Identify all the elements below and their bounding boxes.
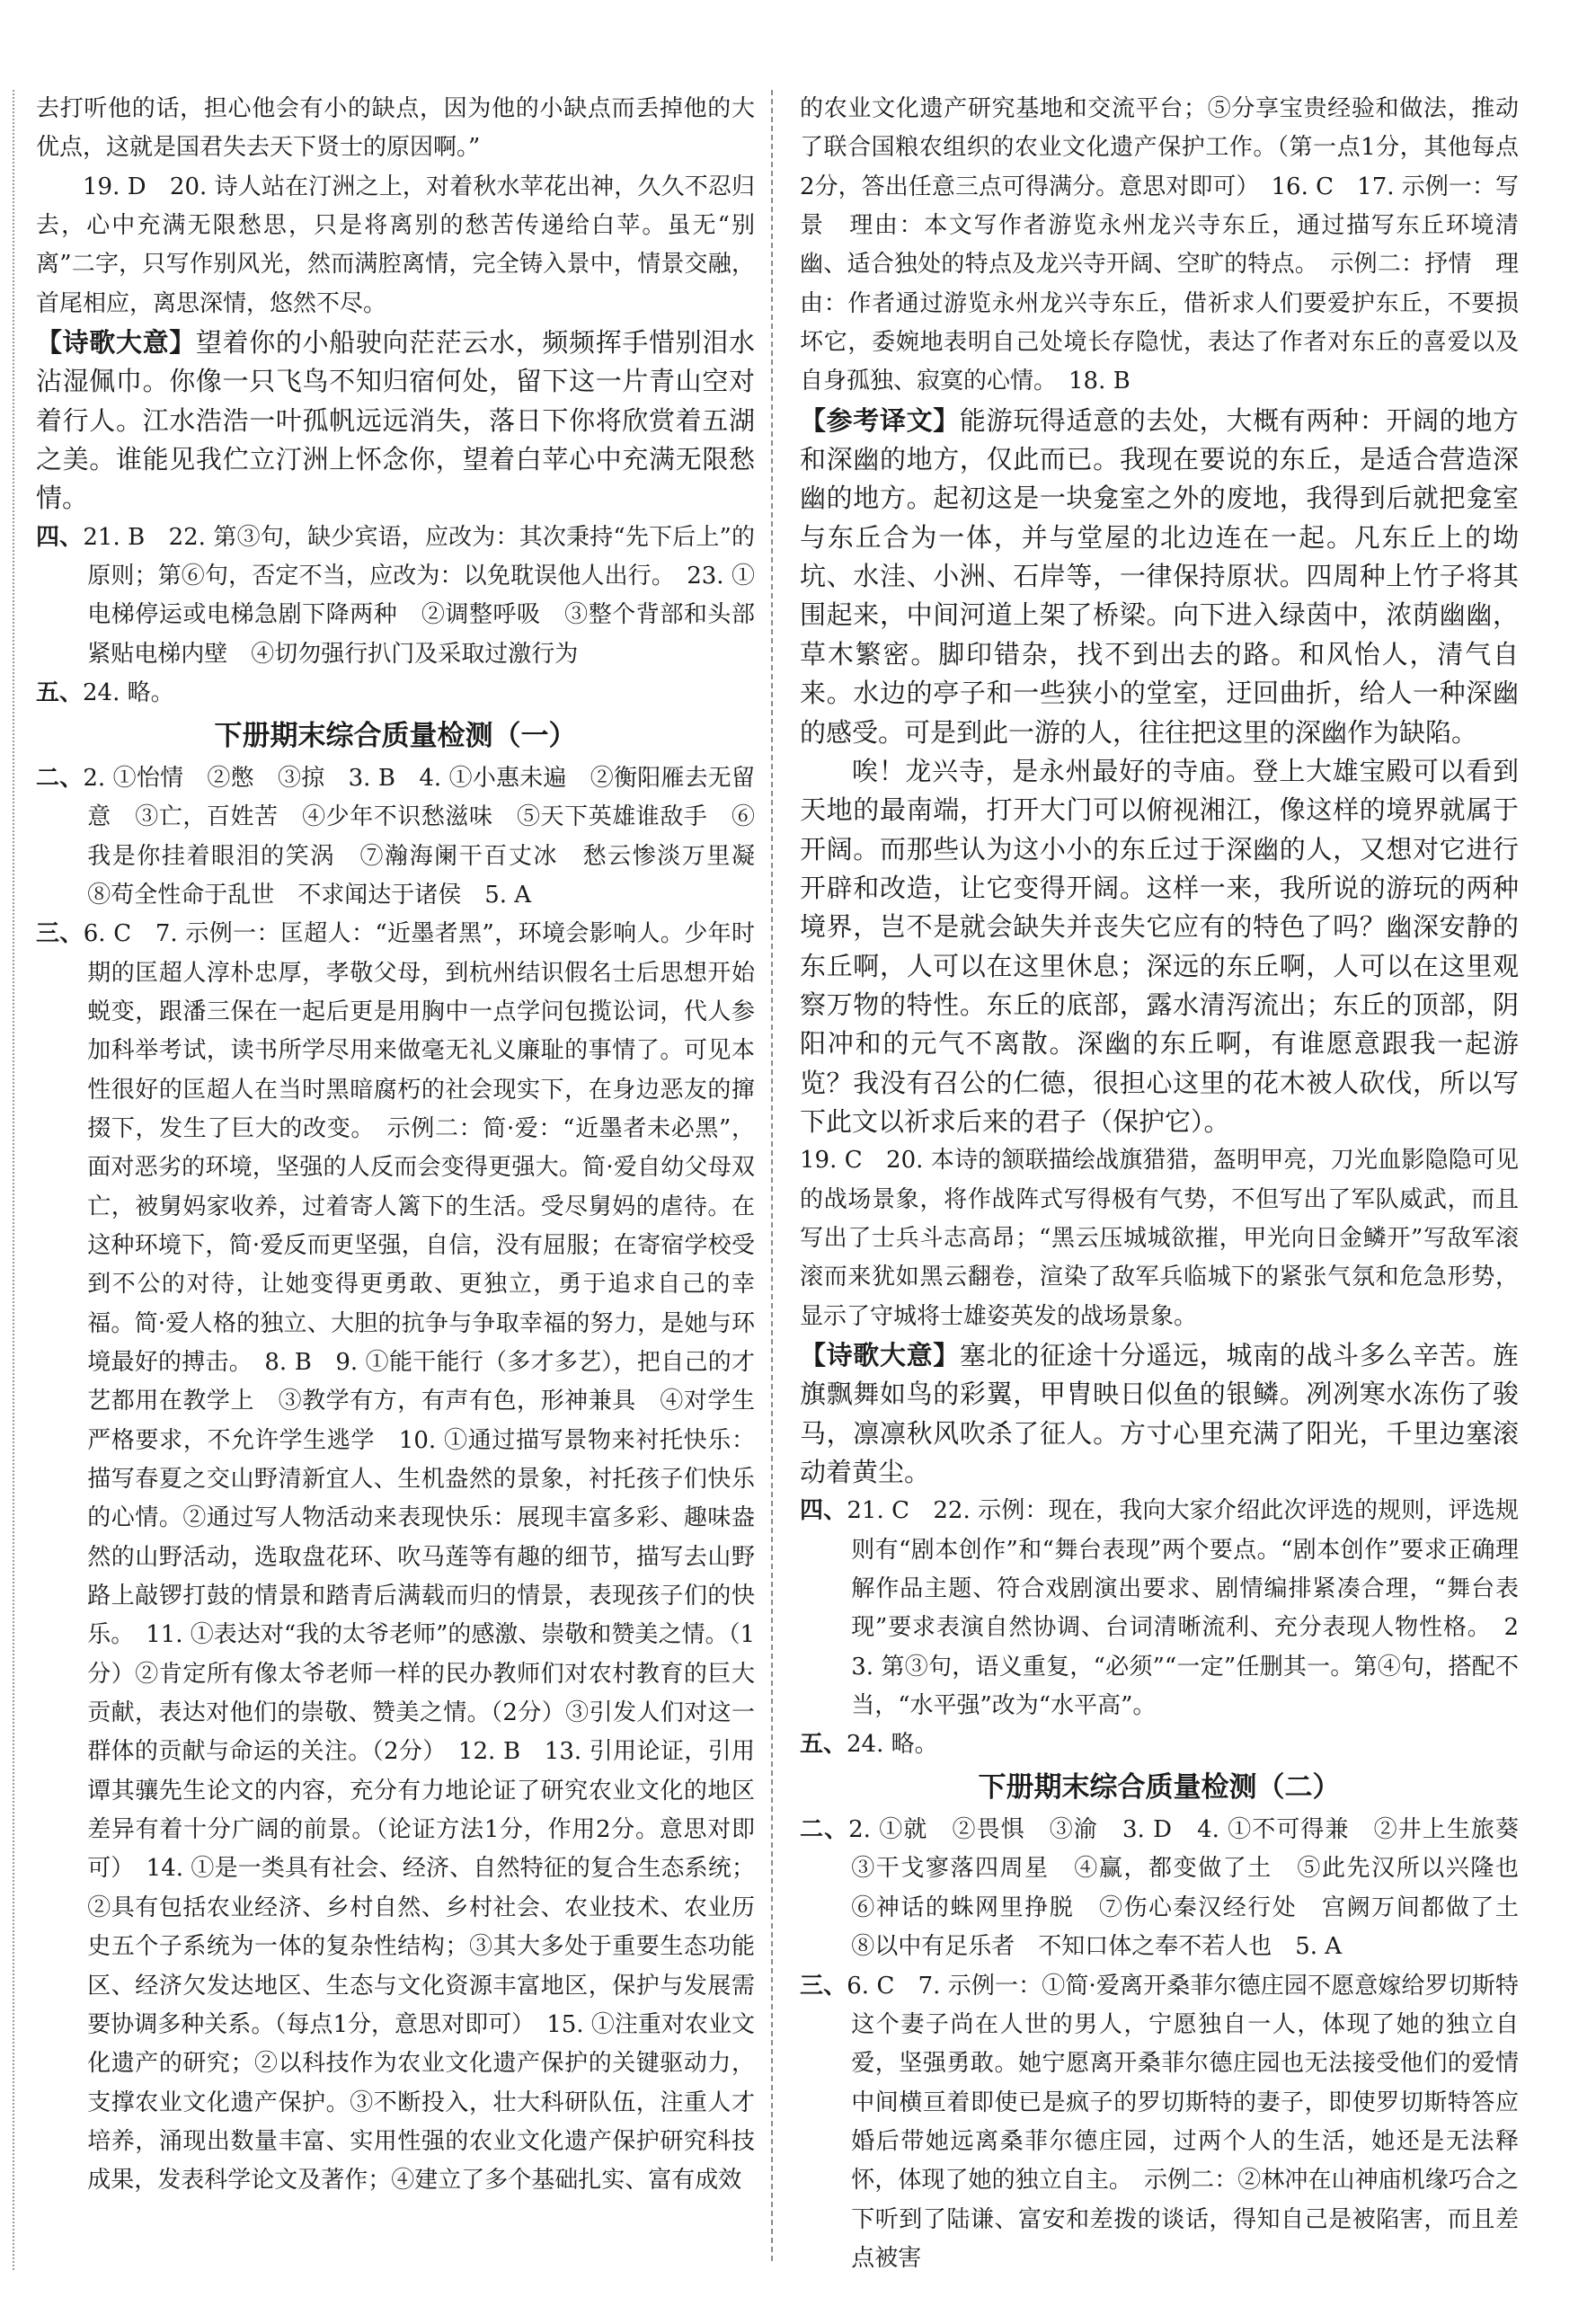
column-divider: [771, 90, 773, 2261]
paragraph: 唉！龙兴寺，是永州最好的寺庙。登上大雄宝殿可以看到天地的最南端，打开大门可以俯视湘江，像这样的境界就属于开阔。而那些认为这小小的东丘过于深幽的人，又想对它进行开辟和改造，让它变得开阔。这样一来，我所说的游玩的两种境界，岂不是就会缺失并丧失它应有的特色了吗？幽深安静的东丘啊，人可以在这里休息；深远的东丘啊，人可以在这里观察万物的特性。东丘的底部，露水清泻流出；东丘的顶部，阴阳冲和的元气不离散。深幽的东丘啊，有谁愿意跟我一起游览？我没有召公的仁德，很担心这里的花木被人砍伐，所以写下此文以祈求后来的君子（保护它）。: [800, 755, 1519, 1137]
section-heading: 下册期末综合质量检测（二）: [978, 1770, 1341, 1804]
paragraph: 19. D 20. 诗人站在汀洲之上，对着秋水苹花出神，久久不忍归去，心中充满无限愁思，只是将离别的愁苦传递给白苹。虽无“别离”二字，只写作别风光，然而满腔离情，完全铸入景中，情景交融，首尾相应，离思深情，悠然不尽。: [36, 173, 755, 317]
right-column: [800, 90, 1543, 2278]
reference-translation: [800, 402, 1519, 752]
section-label: 二、: [800, 1816, 849, 1844]
left-column: [36, 90, 779, 2201]
note-label: 【诗歌大意】: [36, 327, 196, 359]
section-text: 21. C 22. 示例：现在，我向大家介绍此次评选的规则，评选规则有“剧本创作”和“舞台表现”两个要点。“剧本创作”要求正确理解作品主题、符合戏剧演出要求、剧情编排紧凑合理，“舞台表现”要求表演自然协调、台词清晰流利、充分表现人物性格。 23. 第③句，语义重复，“必须”“一定”任删其一。第④句，搭配不当，“水平强”改为“水平高”。: [847, 1497, 1519, 1720]
note-label: 【诗歌大意】: [800, 1340, 960, 1370]
paragraph: 19. C 20. 本诗的颔联描绘战旗猎猎，盔明甲亮，刀光血影隐隐可见的战场景象，将作战阵式写得极有气势，不但写出了军队威武，而且写出了士兵斗志高昂；“黑云压城城欲摧，甲光向日金鳞开”写敌军滚滚而来犹如黑云翻卷，渲染了敌军兵临城下的紧张气氛和危急形势，显示了守城将士雄姿英发的战场景象。: [800, 1147, 1519, 1330]
section-text: 6. C 7. 示例一：匡超人：“近墨者黑”，环境会影响人。少年时期的匡超人淳朴忠厚，孝敬父母，到杭州结识假名士后思想开始蜕变，跟潘三保在一起后更是用胸中一点学问包揽讼词，代人参加科举考试，读书所学尽用来做毫无礼义廉耻的事情了。可见本性很好的匡超人在当时黑暗腐朽的社会现实下，在身边恶友的撺掇下，发生了巨大的改变。 示例二：简·爱：“近墨者未必黑”，面对恶劣的环境，坚强的人反而会变得更强大。简·爱自幼父母双亡，被舅妈家收养，过着寄人篱下的生活。受尽舅妈的虐待。在这种环境下，简·爱反而更坚强，自信，没有屈服；在寄宿学校受到不公的对待，让她变得更勇敢、更独立，勇于追求自己的幸福。简·爱人格的独立、大胆的抗争与争取幸福的努力，是她与环境最好的搏击。 8. B 9. ①能干能行（多才多艺），把自己的才艺都用在教学上 ③教学有方，有声有色，形神兼具 ④对学生严格要求，不允许学生逃学 10. ①通过描写景物来衬托快乐：描写春夏之交山野清新宜人、生机盎然的景象，衬托孩子们快乐的心情。②通过写人物活动来表现快乐：展现丰富多彩、趣味盎然的山野活动，选取盘花环、吹马莲等有趣的细节，描写去山野路上敲锣打鼓的情景和踏青后满载而归的情景，表现孩子们的快乐。 11. ①表达对“我的太爷老师”的感激、崇敬和赞美之情。（1分）②肯定所有像太爷老师一样的民办教师们对农村教育的巨大贡献，表达对他们的崇敬、赞美之情。（2分）③引发人们对这一群体的贡献与命运的关注。（2分） 12. B 13. 引用论证，引用谭其骧先生论文的内容，充分有力地论证了研究农业文化的地区差异有着十分广阔的前景。（论证方法1分，作用2分。意思对即可） 14. ①是一类具有社会、经济、自然特征的复合生态系统；②具有包括农业经济、乡村自然、乡村社会、农业技术、农业历史五个子系统为一体的复杂性结构；③其大多处于重要生态功能区、经济欠发达地区、生态与文化资源丰富地区，保护与发展需要协调多种关系。（每点1分，意思对即可） 15. ①注重对农业文化遗产的研究；②以科技作为农业文化遗产保护的关键驱动力，支撑农业文化遗产保护。③不断投入，壮大科研队伍，注重人才培养，涌现出数量丰富、实用性强的农业文化遗产保护研究科技成果，发表科学论文及著作；④建立了多个基础扎实、富有成效: [83, 920, 755, 2195]
section-label: 三、: [36, 920, 84, 948]
section-label: 三、: [800, 1972, 847, 2000]
section-heading: 下册期末综合质量检测（一）: [214, 719, 577, 752]
binding-margin: [0, 90, 14, 2270]
section-text: 21. B 22. 第③句，缺少宾语，应改为：其次秉持“先下后上”的原则；第⑥句，否定不当，应改为：以免耽误他人出行。 23. ①电梯停运或电梯急剧下降两种 ②调整呼吸 ③整个背部和头部紧贴电梯内壁 ④切勿强行扒门及采取过激行为: [83, 523, 755, 668]
section-text: 24. 略。: [83, 679, 174, 707]
note-text: 望着你的小船驶向茫茫云水，频频挥手惜别泪水沾湿佩巾。你像一只飞鸟不知归宿何处，留下这一片青山空对着行人。江水浩浩一叶孤帆远远消失，落日下你将欣赏着五湖之美。谁能见我伫立汀洲上怀念你，望着白苹心中充满无限愁情。: [36, 327, 755, 514]
section-three: [800, 1967, 1519, 2279]
poem-summary: [800, 1336, 1519, 1492]
section-text: 2. ①就 ②畏惧 ③渝 3. D 4. ①不可得兼 ②井上生旅葵 ③干戈寥落四周星 ④赢，都变做了土 ⑤此先汉所以兴隆也 ⑥神话的蛛网里挣脱 ⑦伤心秦汉经行处 宫阙万间都做了土 ⑧以中有足乐者 不知口体之奉不若人也 5. A: [848, 1816, 1543, 1961]
section-label: 五、: [36, 679, 84, 707]
section-four: [800, 1492, 1519, 1725]
section-text: 2. ①怡情 ②憋 ③掠 3. B 4. ①小惠未遍 ②衡阳雁去无留意 ③亡，百姓苦 ④少年不识愁滋味 ⑤天下英雄谁敌手 ⑥我是你挂着眼泪的笑涡 ⑦瀚海阑干百丈冰 愁云惨淡万里凝 ⑧苟全性命于乱世 不求闻达于诸侯 5. A: [83, 764, 779, 909]
poem-summary: [36, 324, 755, 519]
note-label: 【参考译文】: [800, 404, 960, 436]
section-label: 二、: [36, 764, 84, 792]
note-text: 塞北的征途十分遥远，城南的战斗多么辛苦。旌旗飘舞如鸟的彩翼，甲胄映日似鱼的银鳞。冽冽寒水冻伤了骏马，凛凛秋风吹杀了征人。方寸心里充满了阳光，千里边塞滚动着黄尘。: [800, 1340, 1519, 1488]
paragraph: 的农业文化遗产研究基地和交流平台；⑤分享宝贵经验和做法，推动了联合国粮农组织的农业文化遗产保护工作。（第一点1分，其他每点2分，答出任意三点可得满分。意思对即可） 16. C 17. 示例一：写景 理由：本文写作者游览永州龙兴寺东丘，通过描写东丘环境清幽、适合独处的特点及龙兴寺开阔、空旷的特点。 示例二：抒情 理由：作者通过游览永州龙兴寺东丘，借祈求人们要爱护东丘，不要损坏它，委婉地表明自己处境长存隐忧，表达了作者对东丘的喜爱以及自身孤独、寂寞的心情。 18. B: [800, 95, 1519, 395]
section-text: 6. C 7. 示例一：①简·爱离开桑菲尔德庄园不愿意嫁给罗切斯特这个妻子尚在人世的男人，宁愿独自一人，体现了她的独立自爱，坚强勇敢。她宁愿离开桑菲尔德庄园也无法接受他们的爱情中间横亘着即使已是疯子的罗切斯特的妻子，即使罗切斯特答应婚后带她远离桑菲尔德庄园，过两个人的生活，她还是无法释怀，体现了她的独立自主。 示例二：②林冲在山神庙机缘巧合之下听到了陆谦、富安和差拨的谈话，得知自己是被陷害，而且差点被害: [847, 1972, 1519, 2272]
section-two: [800, 1811, 1543, 1966]
section-label: 四、: [800, 1497, 847, 1525]
section-two: [36, 759, 779, 915]
section-label: 五、: [800, 1731, 847, 1759]
section-five: [800, 1725, 1519, 1764]
section-label: 四、: [36, 523, 84, 551]
section-four: [36, 519, 755, 674]
note-text: 能游玩得适意的去处，大概有两种：开阔的地方和深幽的地方，仅此而已。我现在要说的东丘，是适合营造深幽的地方。起初这是一块龛室之外的废地，我得到后就把龛室与东丘合为一体，并与堂屋的北边连在一起。凡东丘上的坳坑、水洼、小洲、石岸等，一律保持原状。四周种上竹子将其围起来，中间河道上架了桥梁。向下进入绿茵中，浓荫幽幽，草木繁密。脚印错杂，找不到出去的路。和风怡人，清气自来。水边的亭子和一些狭小的堂室，迂回曲折，给人一种深幽的感受。可是到此一游的人，往往把这里的深幽作为缺陷。: [800, 404, 1519, 748]
section-text: 24. 略。: [847, 1731, 938, 1759]
paragraph: 去打听他的话，担心他会有小的缺点，因为他的小缺点而丢掉他的大优点，这就是国君失去天下贤士的原因啊。”: [36, 95, 755, 162]
section-five: [36, 674, 755, 713]
section-three: [36, 915, 755, 2200]
